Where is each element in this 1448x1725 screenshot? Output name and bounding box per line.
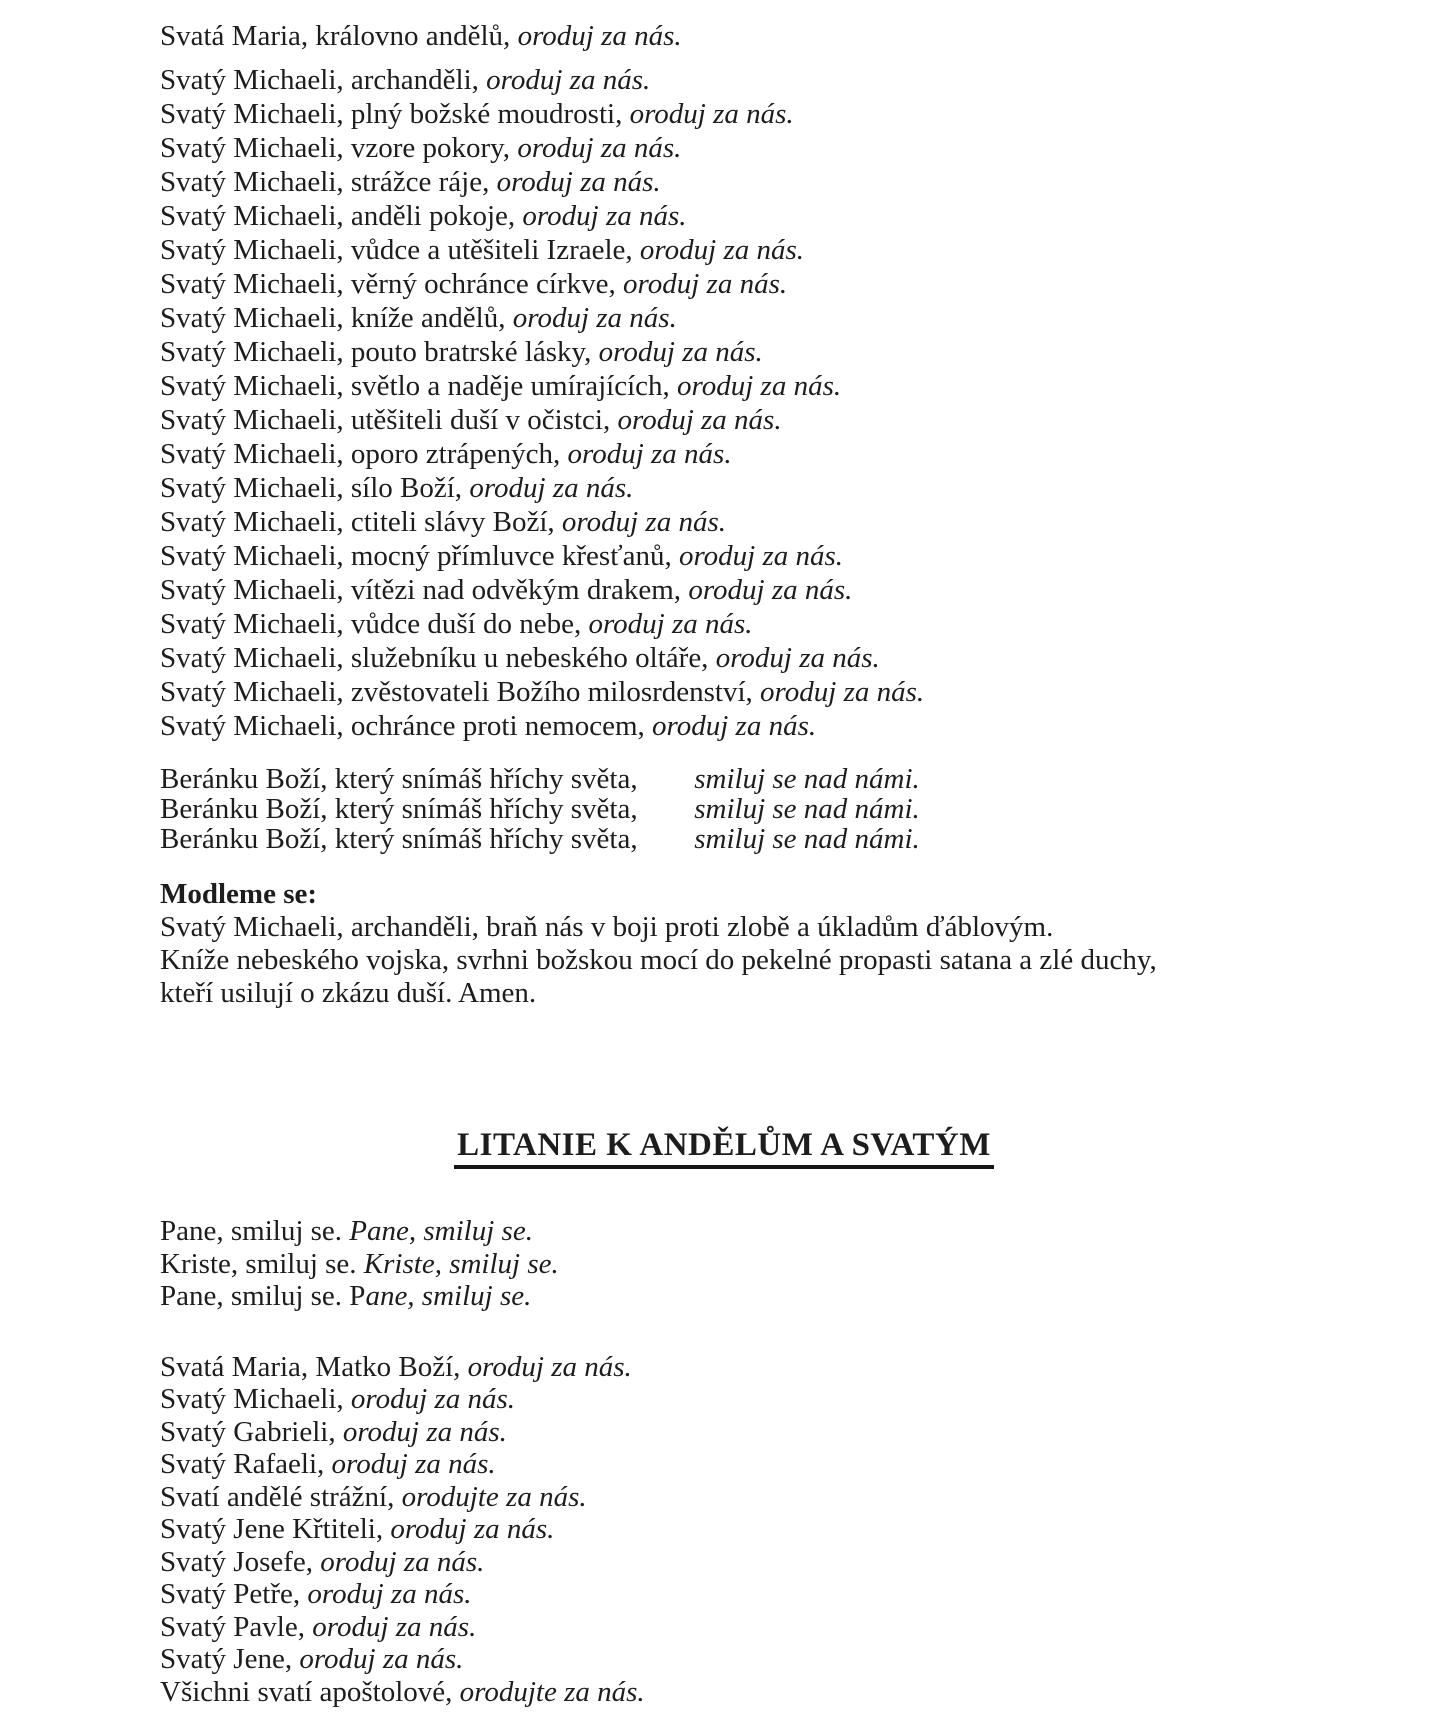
invocation-text: Všichni svatí apoštolové, <box>160 1675 453 1708</box>
response-text: oroduj za nás. <box>688 574 853 606</box>
response-text: oroduj za nás. <box>312 1610 477 1643</box>
litany-line <box>160 267 1448 301</box>
section-title-row <box>0 1126 1448 1169</box>
invocation-text: Svatý Michaeli, plný božské moudrosti, <box>160 98 623 130</box>
response-text: smiluj se nad námi. <box>694 823 920 855</box>
invocation-text: Svatý Gabrieli, <box>160 1415 336 1448</box>
litany-line <box>160 794 1448 824</box>
response-text: oroduj za nás. <box>561 506 726 538</box>
response-text: oroduj za nás. <box>678 540 844 572</box>
litany-line <box>160 824 1448 854</box>
saints-litany <box>160 1351 1448 1709</box>
invocation-text: Svatý Michaeli, mocný přímluvce křesťanů, <box>160 540 672 572</box>
invocation-text: Svatý Michaeli, oporo ztrápených, <box>160 438 561 470</box>
response-text: oroduj za nás. <box>496 166 661 198</box>
invocation-text: Svatý Michaeli, ochránce proti nemocem, <box>160 710 645 742</box>
invocation-text: Svatý Michaeli, vůdce a utěšiteli Izraele, <box>160 234 633 266</box>
invocation-text: Svatí andělé strážní, <box>160 1480 395 1513</box>
response-text: oroduj za nás. <box>522 200 687 232</box>
litany-line <box>160 20 1448 53</box>
response-text: oroduj za nás. <box>623 268 788 300</box>
kyrie-response-text: ane, smiluj se. <box>365 1280 532 1312</box>
response-text: oroduj za nás. <box>299 1643 464 1675</box>
response-text: oroduj za nás. <box>320 1545 485 1578</box>
litany-line <box>160 709 1448 743</box>
litany-line <box>160 1578 1448 1611</box>
invocation-text: Svatá Maria, královno andělů, <box>160 20 511 52</box>
litany-line <box>160 1546 1448 1579</box>
response-text: oroduj za nás. <box>331 1448 496 1480</box>
invocation-text: Svatý Michaeli, ctiteli slávy Boží, <box>160 506 555 538</box>
response-text: smiluj se nad námi. <box>694 793 920 825</box>
invocation-text: Svatý Michaeli, <box>160 1383 344 1415</box>
litany-line <box>160 505 1448 539</box>
oration-line: kteří usilují o zkázu duší. Amen. <box>160 977 537 1009</box>
response-text: oroduj za nás. <box>760 676 925 708</box>
litany-line <box>160 471 1448 505</box>
invocation-text: Svatý Michaeli, sílo Boží, <box>160 472 463 504</box>
litany-line <box>160 165 1448 199</box>
response-text: oroduj za nás. <box>342 1415 507 1448</box>
response-text: smiluj se nad námi. <box>694 763 920 795</box>
invocation-text: Svatý Michaeli, věrný ochránce církve, <box>160 268 616 300</box>
invocation-text: Svatý Jene, <box>160 1643 293 1675</box>
invocation-text: Svatý Rafaeli, <box>160 1448 325 1480</box>
litany-line <box>160 97 1448 131</box>
litany-line <box>160 369 1448 403</box>
litany-line <box>160 199 1448 233</box>
litany-line <box>160 675 1448 709</box>
litany-line <box>160 233 1448 267</box>
litany-line <box>160 607 1448 641</box>
agnus-dei-block <box>160 764 1448 854</box>
litany-line <box>160 131 1448 165</box>
response-text: oroduj za nás. <box>617 404 782 436</box>
litany-line <box>160 403 1448 437</box>
litany-line <box>160 641 1448 675</box>
litany-line <box>160 1513 1448 1546</box>
invocation-text: Svatý Michaeli, kníže andělů, <box>160 302 506 334</box>
response-text: oroduj za nás. <box>517 132 682 164</box>
oration-line: Svatý Michaeli, archanděli, braň nás v boji proti zlobě a úkladům ďáblovým. <box>160 911 1054 943</box>
litany-line <box>160 1351 1448 1384</box>
oration-heading: Modleme se: <box>160 878 318 910</box>
response-text: oroduj za nás. <box>598 336 763 368</box>
litany-line <box>160 1611 1448 1644</box>
response-text: oroduj za nás. <box>469 472 634 504</box>
litany-line <box>160 539 1448 573</box>
invocation-text: Svatý Michaeli, vzore pokory, <box>160 132 511 164</box>
response-text: orodujte za nás. <box>401 1480 587 1513</box>
response-text: oroduj za nás. <box>486 64 651 96</box>
kyrie-call-text: Pane, smiluj se. <box>160 1280 343 1312</box>
response-text: oroduj za nás. <box>629 98 794 130</box>
invocation-text: Svatá Maria, Matko Boží, <box>160 1350 461 1383</box>
litany-line <box>160 1481 1448 1514</box>
invocation-text: Svatý Michaeli, vůdce duší do nebe, <box>160 608 582 640</box>
invocation-text: Svatý Pavle, <box>160 1610 305 1643</box>
response-text: oroduj za nás. <box>677 370 842 402</box>
kyrie-line <box>160 1215 1448 1248</box>
invocation-text: Svatý Michaeli, světlo a naděje umírajících, <box>160 370 670 402</box>
invocation-text: Svatý Josefe, <box>160 1545 314 1578</box>
response-text: oroduj za nás. <box>390 1513 555 1545</box>
kyrie-response-text: Pane, smiluj se. <box>349 1215 533 1247</box>
invocation-text: Beránku Boží, který snímáš hříchy světa, <box>160 763 638 795</box>
litany-line <box>160 764 1448 794</box>
michael-litany <box>160 63 1448 743</box>
litany-title: LITANIE K ANDĚLŮM A SVATÝM <box>454 1126 994 1169</box>
kyrie-response-prefix: P <box>349 1280 366 1312</box>
litany-line <box>160 301 1448 335</box>
litany-line <box>160 335 1448 369</box>
invocation-text: Svatý Michaeli, vítězi nad odvěkým drakem, <box>160 574 682 606</box>
kyrie-response-text: Kriste, smiluj se. <box>363 1247 559 1280</box>
response-text: oroduj za nás. <box>715 642 880 674</box>
kyrie-call-text: Kriste, smiluj se. <box>160 1247 357 1280</box>
invocation-text: Svatý Michaeli, utěšiteli duší v očistci, <box>160 404 611 436</box>
intro-invocation <box>160 20 1448 53</box>
response-text: oroduj za nás. <box>639 234 805 266</box>
invocation-text: Svatý Jene Křtiteli, <box>160 1513 384 1545</box>
kyrie-call-text: Pane, smiluj se. <box>160 1215 343 1247</box>
invocation-text: Svatý Michaeli, zvěstovateli Božího milosrdenství, <box>160 676 753 708</box>
response-text: orodujte za nás. <box>459 1675 645 1708</box>
kyrie-block <box>160 1215 1448 1313</box>
kyrie-line <box>160 1248 1448 1281</box>
invocation-text: Svatý Michaeli, služebníku u nebeského oltáře, <box>160 642 709 674</box>
litany-line <box>160 63 1448 97</box>
invocation-text: Svatý Michaeli, anděli pokoje, <box>160 200 516 232</box>
invocation-text: Svatý Michaeli, archanděli, <box>160 64 479 96</box>
response-text: oroduj za nás. <box>588 608 753 640</box>
litany-line <box>160 437 1448 471</box>
response-text: oroduj za nás. <box>567 438 732 470</box>
response-text: oroduj za nás. <box>307 1578 472 1610</box>
kyrie-line <box>160 1280 1448 1313</box>
invocation-text: Svatý Michaeli, strážce ráje, <box>160 166 490 198</box>
oration-line: Kníže nebeského vojska, svrhni božskou mocí do pekelné propasti satana a zlé duchy, <box>160 944 1157 976</box>
response-text: oroduj za nás. <box>350 1383 515 1415</box>
invocation-text: Beránku Boží, který snímáš hříchy světa, <box>160 823 638 855</box>
litany-line <box>160 1383 1448 1416</box>
litany-line <box>160 1416 1448 1449</box>
invocation-text: Beránku Boží, který snímáš hříchy světa, <box>160 793 638 825</box>
response-text: oroduj za nás. <box>467 1350 632 1383</box>
oration-block <box>160 878 1448 1010</box>
response-text: oroduj za nás. <box>652 710 817 742</box>
litany-line <box>160 1448 1448 1481</box>
response-text: oroduj za nás. <box>517 20 682 52</box>
invocation-text: Svatý Petře, <box>160 1578 301 1610</box>
response-text: oroduj za nás. <box>512 302 677 334</box>
litany-line <box>160 1676 1448 1709</box>
litany-line <box>160 1643 1448 1676</box>
oration-text <box>160 911 1448 1010</box>
invocation-text: Svatý Michaeli, pouto bratrské lásky, <box>160 336 592 368</box>
litany-line <box>160 573 1448 607</box>
